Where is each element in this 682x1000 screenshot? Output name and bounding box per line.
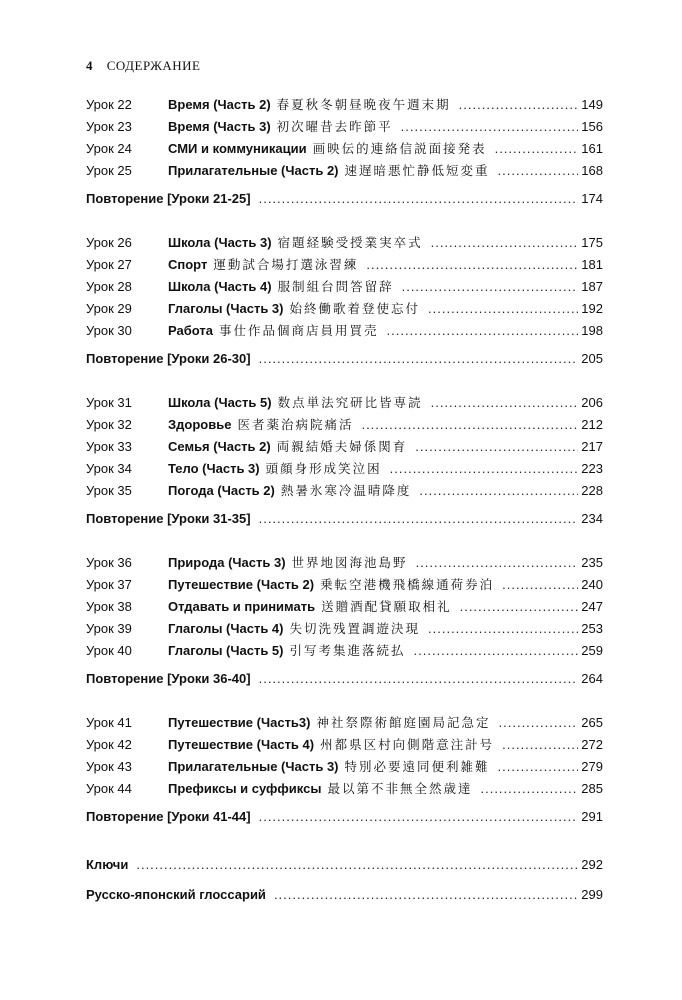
lesson-number: Урок 32 — [86, 417, 132, 432]
lesson-kanji: 世界地図海池島野 — [291, 555, 408, 570]
review-entry — [86, 668, 603, 690]
page-ref: 291 — [581, 809, 603, 824]
dot-leader — [136, 850, 578, 880]
table-of-contents — [86, 94, 603, 910]
lesson-kanji: 送贈酒配貸願取相礼 — [321, 599, 452, 614]
page-ref: 181 — [581, 257, 603, 272]
toc-section — [86, 392, 603, 530]
dot-leader — [431, 392, 579, 414]
review-label: Повторение [Уроки 41-44] — [86, 809, 251, 824]
lesson-number: Урок 30 — [86, 323, 132, 338]
page-ref: 161 — [581, 141, 603, 156]
page-title: СОДЕРЖАНИЕ — [106, 58, 201, 73]
dot-leader — [498, 160, 579, 182]
lesson-kanji: 速遅暗悪忙静低短変重 — [344, 163, 490, 178]
lesson-kanji: 初次曜昔去昨節平 — [276, 119, 393, 134]
page-ref: 253 — [581, 621, 603, 636]
toc-entry — [86, 596, 603, 618]
lesson-number: Урок 41 — [86, 715, 132, 730]
toc-section — [86, 232, 603, 370]
toc-section — [86, 94, 603, 210]
page-ref: 205 — [581, 351, 603, 366]
lesson-topic: Тело (Часть 3) — [168, 461, 260, 476]
dot-leader — [428, 298, 578, 320]
page-ref: 285 — [581, 781, 603, 796]
review-entry — [86, 508, 603, 530]
dot-leader — [259, 508, 579, 530]
lesson-number: Урок 25 — [86, 163, 132, 178]
page-ref: 212 — [581, 417, 603, 432]
lesson-kanji: 失切洗残置調遊決現 — [289, 621, 421, 636]
dot-leader — [428, 618, 578, 640]
dot-leader — [502, 734, 578, 756]
page-ref: 198 — [581, 323, 603, 338]
lesson-number: Урок 31 — [86, 395, 132, 410]
dot-leader — [361, 414, 578, 436]
toc-entry — [86, 640, 603, 662]
page-ref: 299 — [581, 887, 603, 902]
lesson-topic: Глаголы (Часть 3) — [168, 301, 284, 316]
page-ref: 156 — [581, 119, 603, 134]
dot-leader — [480, 778, 578, 800]
page-ref: 292 — [581, 857, 603, 872]
lesson-number: Урок 42 — [86, 737, 132, 752]
toc-entry — [86, 392, 603, 414]
lesson-number: Урок 38 — [86, 599, 132, 614]
lesson-topic: Время (Часть 2) — [168, 97, 271, 112]
dot-leader — [259, 806, 579, 828]
lesson-kanji: 服制組台問答留辞 — [277, 279, 394, 294]
page-ref: 149 — [581, 97, 603, 112]
toc-entry — [86, 574, 603, 596]
lesson-topic: Префиксы и суффиксы — [168, 781, 322, 796]
toc-section — [86, 552, 603, 690]
lesson-number: Урок 37 — [86, 577, 132, 592]
dot-leader — [414, 640, 579, 662]
toc-entry — [86, 778, 603, 800]
back-matter-entry — [86, 880, 603, 910]
page-ref: 174 — [581, 191, 603, 206]
lesson-kanji: 宿題経験受授業実卒式 — [277, 235, 423, 250]
lesson-number: Урок 40 — [86, 643, 132, 658]
dot-leader — [499, 712, 579, 734]
lesson-kanji: 引写考集進落続払 — [289, 643, 406, 658]
dot-leader — [259, 188, 579, 210]
back-matter-entry — [86, 850, 603, 880]
dot-leader — [401, 116, 579, 138]
review-label: Повторение [Уроки 21-25] — [86, 191, 251, 206]
lesson-topic: Погода (Часть 2) — [168, 483, 275, 498]
lesson-number: Урок 28 — [86, 279, 132, 294]
lesson-kanji: 特別必要遠同便利雑難 — [344, 759, 490, 774]
dot-leader — [274, 880, 578, 910]
page-ref: 175 — [581, 235, 603, 250]
lesson-kanji: 数点単法究研比皆専読 — [277, 395, 423, 410]
lesson-kanji: 医者薬治病院痛活 — [237, 417, 354, 432]
toc-entry — [86, 138, 603, 160]
page-ref: 223 — [581, 461, 603, 476]
lesson-topic: Глаголы (Часть 5) — [168, 643, 284, 658]
dot-leader — [419, 480, 578, 502]
toc-entry — [86, 320, 603, 342]
toc-entry — [86, 254, 603, 276]
dot-leader — [390, 458, 579, 480]
toc-entry — [86, 298, 603, 320]
review-entry — [86, 806, 603, 828]
lesson-number: Урок 43 — [86, 759, 132, 774]
page-ref: 259 — [581, 643, 603, 658]
lesson-topic: Семья (Часть 2) — [168, 439, 271, 454]
lesson-topic: Отдавать и принимать — [168, 599, 316, 614]
dot-leader — [259, 668, 579, 690]
toc-entry — [86, 160, 603, 182]
lesson-kanji: 熱暑氷寒冷温晴降度 — [280, 483, 412, 498]
lesson-topic: СМИ и коммуникации — [168, 141, 307, 156]
lesson-number: Урок 23 — [86, 119, 132, 134]
back-matter-label: Ключи — [86, 857, 129, 872]
toc-entry — [86, 116, 603, 138]
page-header — [86, 58, 201, 74]
dot-leader — [366, 254, 578, 276]
page-ref: 247 — [581, 599, 603, 614]
lesson-kanji: 春夏秋冬朝昼晩夜午週末期 — [276, 97, 451, 112]
lesson-topic: Спорт — [168, 257, 208, 272]
toc-section — [86, 712, 603, 828]
dot-leader — [415, 436, 578, 458]
lesson-number: Урок 27 — [86, 257, 132, 272]
lesson-topic: Прилагательные (Часть 2) — [168, 163, 339, 178]
page-ref: 217 — [581, 439, 603, 454]
dot-leader — [460, 596, 579, 618]
page-ref: 168 — [581, 163, 603, 178]
toc-entry — [86, 94, 603, 116]
lesson-number: Урок 34 — [86, 461, 132, 476]
page-ref: 240 — [581, 577, 603, 592]
toc-entry — [86, 618, 603, 640]
lesson-topic: Школа (Часть 5) — [168, 395, 272, 410]
back-matter — [86, 850, 603, 910]
dot-leader — [402, 276, 579, 298]
lesson-topic: Природа (Часть 3) — [168, 555, 286, 570]
lesson-number: Урок 22 — [86, 97, 132, 112]
lesson-topic: Здоровье — [168, 417, 232, 432]
dot-leader — [498, 756, 579, 778]
lesson-kanji: 画映伝的連絡信説面接発表 — [312, 141, 487, 156]
toc-entry — [86, 436, 603, 458]
lesson-number: Урок 36 — [86, 555, 132, 570]
page-ref: 235 — [581, 555, 603, 570]
lesson-kanji: 最以第不非無全然歳達 — [327, 781, 473, 796]
lesson-number: Урок 35 — [86, 483, 132, 498]
dot-leader — [502, 574, 578, 596]
lesson-topic: Школа (Часть 3) — [168, 235, 272, 250]
back-matter-label: Русско-японский глоссарий — [86, 887, 266, 902]
dot-leader — [431, 232, 579, 254]
toc-entry — [86, 552, 603, 574]
dot-leader — [495, 138, 579, 160]
lesson-number: Урок 39 — [86, 621, 132, 636]
review-entry — [86, 188, 603, 210]
page-ref: 192 — [581, 301, 603, 316]
dot-leader — [459, 94, 579, 116]
dot-leader — [259, 348, 579, 370]
toc-entry — [86, 712, 603, 734]
review-label: Повторение [Уроки 26-30] — [86, 351, 251, 366]
lesson-kanji: 州都県区村向側階意注計号 — [320, 737, 495, 752]
lesson-topic: Прилагательные (Часть 3) — [168, 759, 339, 774]
toc-entry — [86, 734, 603, 756]
dot-leader — [416, 552, 579, 574]
page-ref: 272 — [581, 737, 603, 752]
lesson-kanji: 両親結婚夫婦係関育 — [276, 439, 408, 454]
lesson-kanji: 事仕作品個商店員用買売 — [218, 323, 379, 338]
dot-leader — [387, 320, 579, 342]
toc-entry — [86, 458, 603, 480]
page-ref: 206 — [581, 395, 603, 410]
lesson-kanji: 乗転空港機飛橋線通荷券泊 — [320, 577, 495, 592]
lesson-topic: Работа — [168, 323, 213, 338]
toc-entry — [86, 480, 603, 502]
lesson-number: Урок 33 — [86, 439, 132, 454]
lesson-topic: Путешествие (Часть 4) — [168, 737, 315, 752]
lesson-topic: Время (Часть 3) — [168, 119, 271, 134]
lesson-number: Урок 29 — [86, 301, 132, 316]
lesson-number: Урок 26 — [86, 235, 132, 250]
review-label: Повторение [Уроки 31-35] — [86, 511, 251, 526]
page-ref: 234 — [581, 511, 603, 526]
page-ref: 228 — [581, 483, 603, 498]
toc-entry — [86, 276, 603, 298]
review-label: Повторение [Уроки 36-40] — [86, 671, 251, 686]
lesson-kanji: 運動試合場打選泳習練 — [213, 257, 359, 272]
page-number: 4 — [86, 58, 93, 73]
lesson-topic: Школа (Часть 4) — [168, 279, 272, 294]
page-ref: 187 — [581, 279, 603, 294]
lesson-kanji: 始終働歌着登使忘付 — [289, 301, 421, 316]
lesson-topic: Путешествие (Часть 2) — [168, 577, 315, 592]
lesson-topic: Глаголы (Часть 4) — [168, 621, 284, 636]
lesson-kanji: 頭顔身形成笑泣困 — [265, 461, 382, 476]
lesson-kanji: 神社祭際術館庭園局記急定 — [316, 715, 491, 730]
page-ref: 279 — [581, 759, 603, 774]
toc-entry — [86, 232, 603, 254]
lesson-topic: Путешествие (Часть3) — [168, 715, 311, 730]
page-ref: 264 — [581, 671, 603, 686]
page-ref: 265 — [581, 715, 603, 730]
toc-entry — [86, 414, 603, 436]
lesson-number: Урок 44 — [86, 781, 132, 796]
toc-entry — [86, 756, 603, 778]
review-entry — [86, 348, 603, 370]
lesson-number: Урок 24 — [86, 141, 132, 156]
